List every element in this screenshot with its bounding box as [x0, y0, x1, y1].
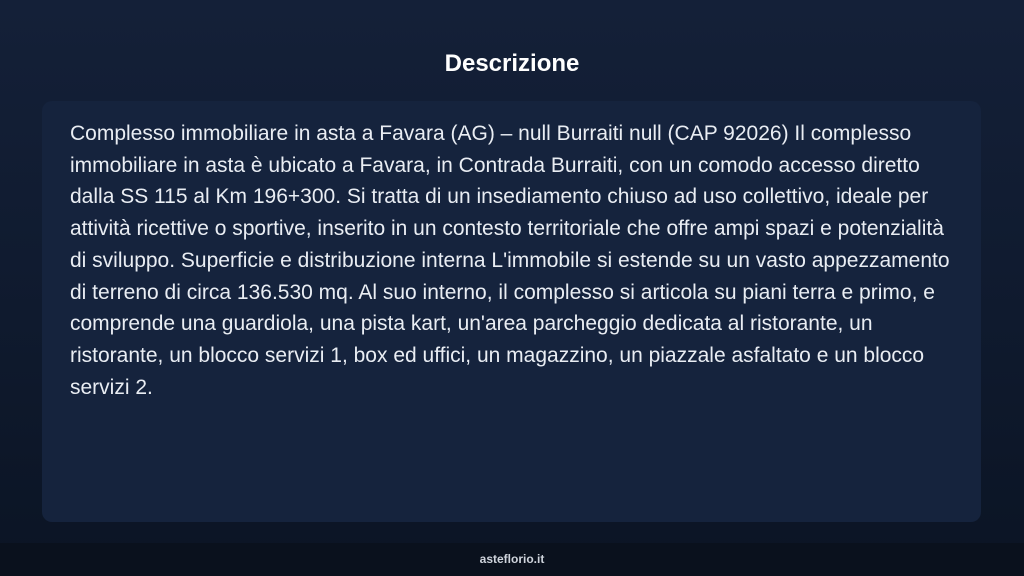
description-card: [42, 101, 981, 522]
footer-site-name: asteflorio.it: [479, 552, 545, 566]
description-text: Complesso immobiliare in asta a Favara (AG) – null Burraiti null (CAP 92026) Il complesso immobiliare in asta è ubicato a Favara, in Contrada Burraiti, con un comodo accesso diretto dalla SS 115 al Km 196+300. Si tratta di un insediamento chiuso ad uso collettivo, ideale per attività ricettive o sportive, inserito in un contesto territoriale che offre ampi spazi e potenzialità di sviluppo. Superficie e distribuzione interna L'immobile si estende su un vasto appezzamento di terreno di circa 136.530 mq. Al suo interno, il complesso si articola su piani terra e primo, e comprende una guardiola, una pista kart, un'area parcheggio dedicata al ristorante, un ristorante, un blocco servizi 1, box ed uffici, un magazzino, un piazzale asfaltato e un blocco servizi 2.: [70, 122, 950, 399]
page-title: Descrizione: [444, 50, 580, 77]
footer-bar: [0, 543, 1024, 576]
